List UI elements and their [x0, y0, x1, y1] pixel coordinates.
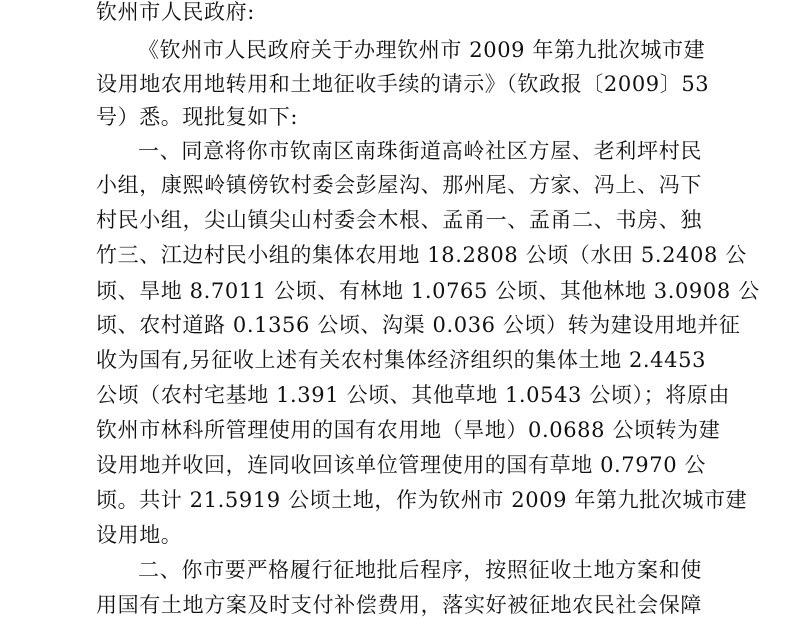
salutation: 钦州市人民政府:	[96, 0, 255, 24]
paragraph-2-line-3: 村民小组，尖山镇尖山村委会木根、孟甬一、孟甬二、书房、独	[96, 208, 702, 232]
paragraph-2-line-5: 顷、旱地 8.7011 公顷、有林地 1.0765 公顷、其他林地 3.0908 公	[96, 279, 760, 303]
paragraph-1-line-2: 设用地农用地转用和土地征收手续的请示》（钦政报〔2009〕53	[96, 72, 710, 96]
paragraph-2-line-6: 顷、农村道路 0.1356 公顷、沟渠 0.036 公顷）转为建设用地并征	[96, 313, 741, 337]
paragraph-2-line-4: 竹三、江边村民小组的集体农用地 18.2808 公顷（水田 5.2408 公	[96, 243, 747, 267]
paragraph-2-line-12: 设用地。	[96, 523, 183, 547]
paragraph-2-line-8: 公顷（农村宅基地 1.391 公顷、其他草地 1.0543 公顷）；将原由	[96, 383, 730, 407]
paragraph-2-line-10: 设用地并收回，连同收回该单位管理使用的国有草地 0.7970 公	[96, 453, 707, 477]
paragraph-1-line-1: 《钦州市人民政府关于办理钦州市 2009 年第九批次城市建	[138, 38, 706, 62]
paragraph-2-line-1: 一、同意将你市钦南区南珠街道高岭社区方屋、老利坪村民	[138, 139, 702, 163]
paragraph-2-line-11: 顷。共计 21.5919 公顷土地，作为钦州市 2009 年第九批次城市建	[96, 488, 748, 512]
paragraph-3-line-2: 用国有土地方案及时支付补偿费用，落实好被征地农民社会保障	[96, 593, 702, 617]
paragraph-3-line-1: 二、你市要严格履行征地批后程序，按照征收土地方案和使	[138, 558, 702, 582]
paragraph-2-line-2: 小组，康熙岭镇傍钦村委会彭屋沟、那州尾、方家、冯上、冯下	[96, 173, 702, 197]
paragraph-1-line-3: 号）悉。现批复如下:	[96, 105, 299, 129]
paragraph-2-line-7: 收为国有,另征收上述有关农村集体经济组织的集体土地 2.4453	[96, 348, 707, 372]
paragraph-2-line-9: 钦州市林科所管理使用的国有农用地（旱地）0.0688 公顷转为建	[96, 418, 721, 442]
